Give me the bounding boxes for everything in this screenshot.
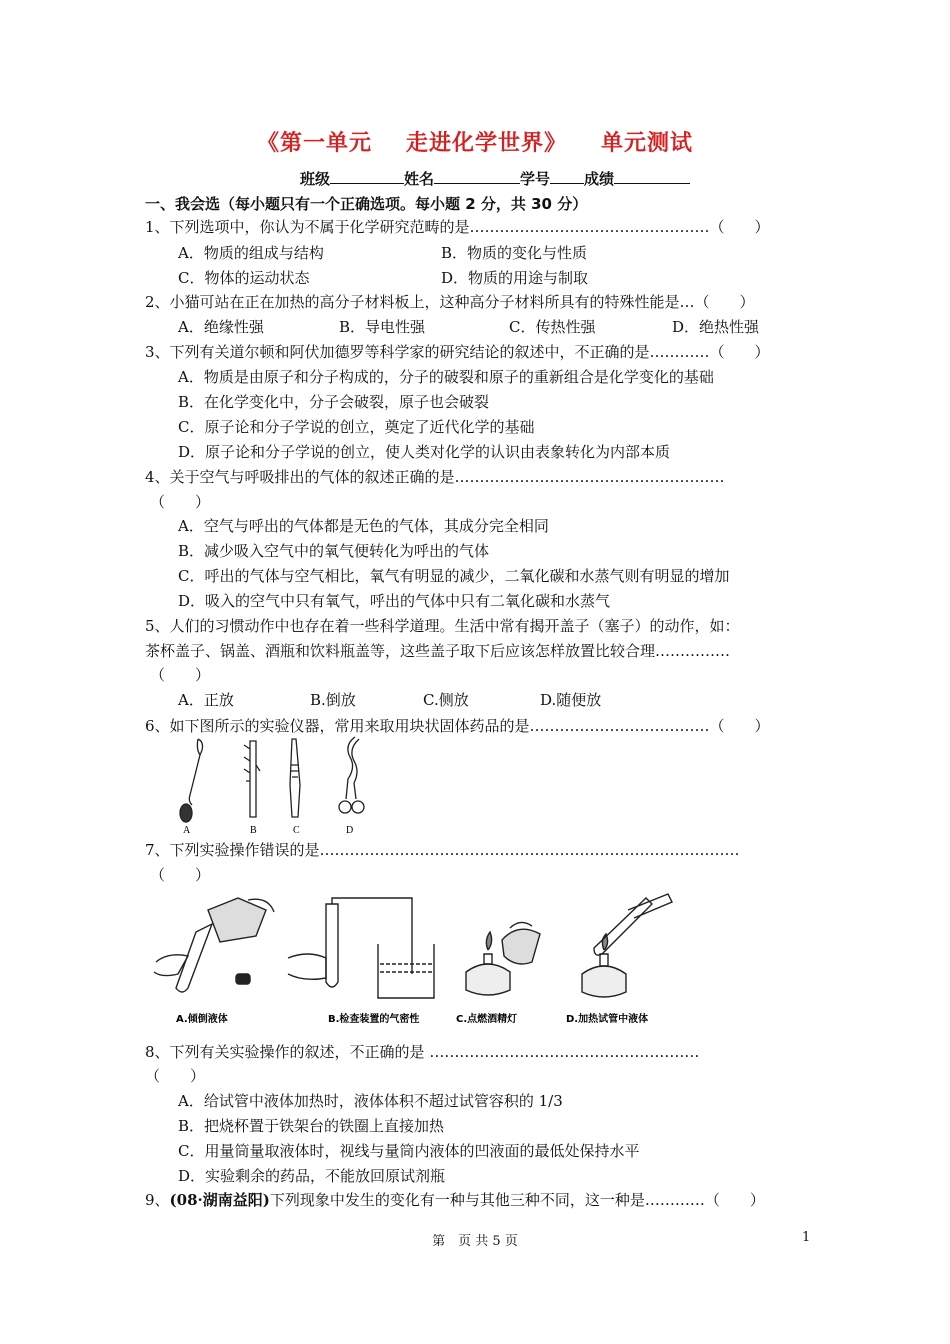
figure-label-c: C <box>293 825 300 835</box>
q3-option-a: A．物质是由原子和分子构成的，分子的破裂和原子的重新组合是化学变化的基础 <box>178 368 714 386</box>
q1-option-b: B．物质的变化与性质 <box>441 244 588 262</box>
number-label: 学号 <box>520 170 551 188</box>
q5-option-c: C.侧放 <box>423 691 469 709</box>
page-footer: 第 页 共 5 页 <box>432 1234 518 1249</box>
figure-caption-b: B.检查装置的气密性 <box>328 1014 420 1025</box>
q2-option-b: B．导电性强 <box>339 318 426 336</box>
q4-option-c: C．呼出的气体与空气相比，氧气有明显的减少，二氧化碳和水蒸气则有明显的增加 <box>178 567 730 585</box>
q7-answer-paren[interactable]: （ ） <box>150 866 211 884</box>
lab-operations-figure <box>148 892 688 1030</box>
q8-answer-paren[interactable]: （ ） <box>145 1067 206 1085</box>
airtightness-check-icon <box>288 898 434 998</box>
class-blank[interactable] <box>330 169 404 184</box>
student-info-line <box>300 168 690 189</box>
q5-stem-line2: 茶杯盖子、锅盖、酒瓶和饮料瓶盖等，这些盖子取下后应该怎样放置比较合理…………… <box>145 642 731 660</box>
name-blank[interactable] <box>434 169 520 184</box>
lab-instruments-figure <box>170 735 370 835</box>
q4-stem: 4、关于空气与呼吸排出的气体的叙述正确的是……………………………………………… <box>145 468 725 486</box>
page-title: 《第一单元 走进化学世界》 单元测试 <box>256 131 694 156</box>
score-blank[interactable] <box>614 169 690 184</box>
q3-option-c: C．原子论和分子学说的创立，奠定了近代化学的基础 <box>178 418 535 436</box>
q2-option-a: A．绝缘性强 <box>178 318 264 336</box>
figure-caption-d: D.加热试管中液体 <box>566 1014 649 1025</box>
q7-stem: 7、下列实验操作错误的是………………………………………………………………………… <box>145 841 740 859</box>
q4-option-d: D．吸入的空气中只有氧气，呼出的气体中只有二氧化碳和水蒸气 <box>178 592 611 610</box>
score-label: 成绩 <box>584 170 615 188</box>
q9-stem: 9、(08·湖南益阳)下列现象中发生的变化有一种与其他三种不同，这一种是…………（ ） <box>145 1191 765 1209</box>
alcohol-lamp-lighting-icon <box>466 922 540 995</box>
figure-label-a: A <box>183 825 191 835</box>
spoon-icon <box>180 739 203 822</box>
q2-option-d: D．绝热性强 <box>672 318 760 336</box>
spatula-icon <box>244 741 260 817</box>
figure-label-d: D <box>346 825 354 835</box>
q3-stem: 3、下列有关道尔顿和阿伏加德罗等科学家的研究结论的叙述中，不正确的是…………（ ） <box>145 343 770 361</box>
class-label: 班级 <box>300 170 331 188</box>
number-blank[interactable] <box>550 169 584 184</box>
figure-caption-c: C.点燃酒精灯 <box>456 1014 518 1025</box>
q2-option-c: C．传热性强 <box>509 318 596 336</box>
q5-option-a: A．正放 <box>178 691 234 709</box>
pouring-liquid-icon <box>154 898 274 992</box>
q9-source: (08·湖南益阳) <box>169 1191 270 1209</box>
q8-option-b: B．把烧杯置于铁架台的铁圈上直接加热 <box>178 1117 445 1135</box>
q1-stem: 1、下列选项中，你认为不属于化学研究范畴的是…………………………………………（ ） <box>145 218 770 236</box>
crucible-tongs-icon <box>339 737 364 813</box>
q4-option-a: A．空气与呼出的气体都是无色的气体，其成分完全相同 <box>178 517 549 535</box>
q1-option-d: D．物质的用途与制取 <box>441 269 589 287</box>
q8-option-d: D．实验剩余的药品，不能放回原试剂瓶 <box>178 1167 446 1185</box>
q2-stem: 2、小猫可站在正在加热的高分子材料板上，这种高分子材料所具有的特殊性能是…（ ） <box>145 293 755 311</box>
q1-option-a: A．物质的组成与结构 <box>178 244 324 262</box>
q5-stem-line1: 5、人们的习惯动作中也存在着一些科学道理。生活中常有揭开盖子（塞子）的动作，如： <box>145 617 740 635</box>
q3-option-b: B．在化学变化中，分子会破裂，原子也会破裂 <box>178 393 490 411</box>
q4-answer-paren[interactable]: （ ） <box>150 493 211 511</box>
q8-option-c: C．用量筒量取液体时，视线与量筒内液体的凹液面的最低处保持水平 <box>178 1142 640 1160</box>
q5-option-d: D.随便放 <box>540 691 602 709</box>
heating-test-tube-icon <box>582 894 672 997</box>
name-label: 姓名 <box>404 170 435 188</box>
page-number: 1 <box>802 1230 811 1245</box>
section-heading: 一、我会选（每小题只有一个正确选项。每小题 2 分，共 30 分） <box>145 195 588 213</box>
q6-stem: 6、如下图所示的实验仪器，常用来取用块状固体药品的是………………………………（ ） <box>145 717 770 735</box>
dropper-icon <box>290 739 300 817</box>
q4-option-b: B．减少吸入空气中的氧气便转化为呼出的气体 <box>178 542 490 560</box>
q8-stem: 8、下列有关实验操作的叙述，不正确的是 ……………………………………………… <box>145 1043 700 1061</box>
figure-label-b: B <box>250 825 257 835</box>
q3-option-d: D．原子论和分子学说的创立，使人类对化学的认识由表象转化为内部本质 <box>178 443 671 461</box>
q8-option-a: A．给试管中液体加热时，液体体积不超过试管容积的 1/3 <box>178 1092 563 1110</box>
q5-option-b: B.倒放 <box>310 691 356 709</box>
q5-answer-paren[interactable]: （ ） <box>150 666 211 684</box>
figure-caption-a: A.倾倒液体 <box>176 1014 228 1025</box>
q1-option-c: C．物体的运动状态 <box>178 269 310 287</box>
